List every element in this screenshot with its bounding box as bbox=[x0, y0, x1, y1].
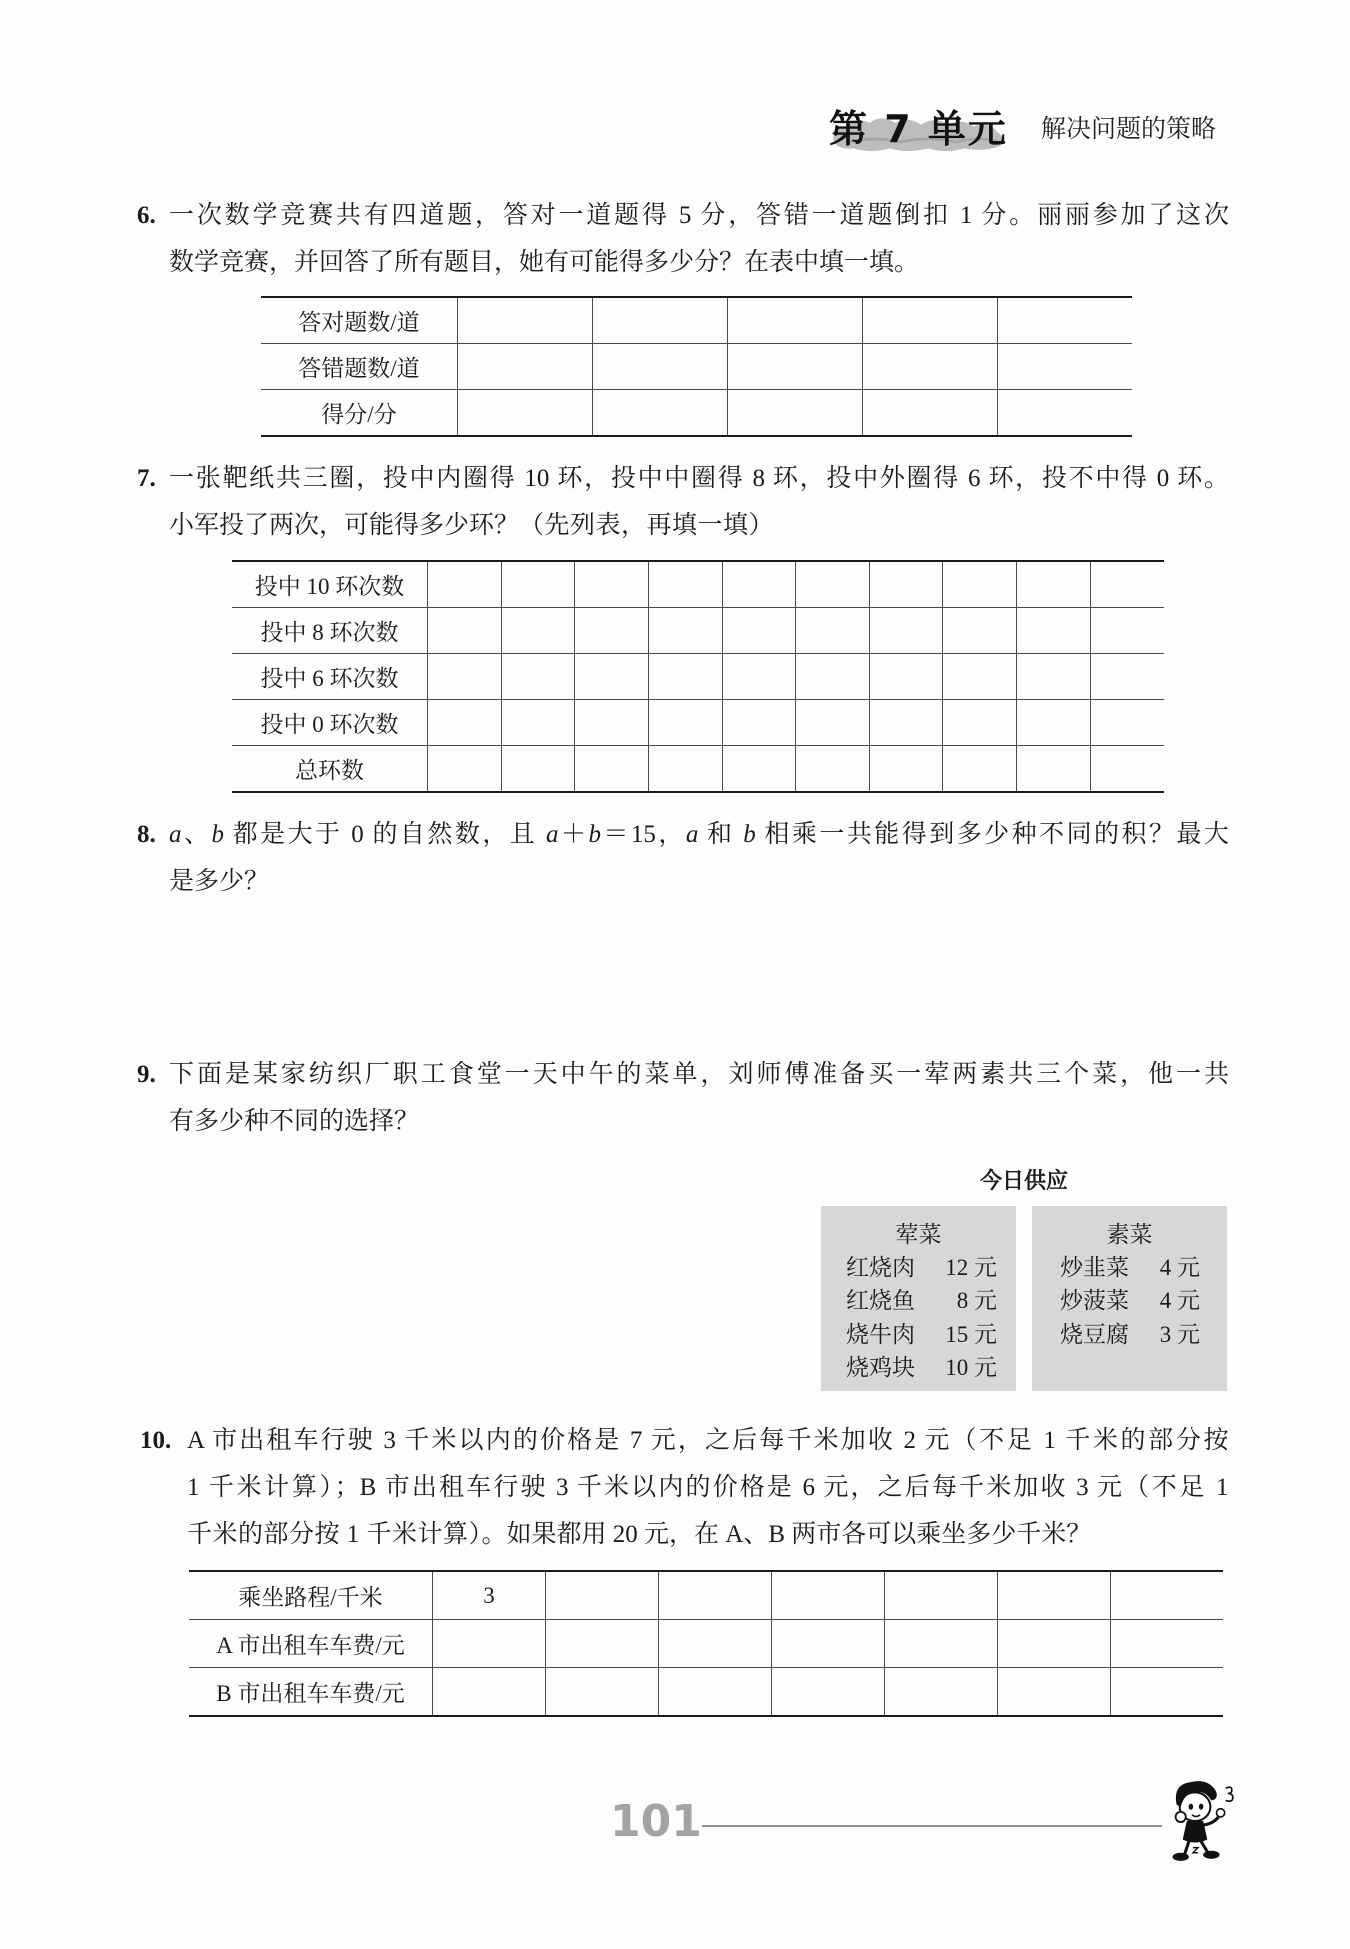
answer-cell bbox=[796, 654, 870, 700]
variable-b: b bbox=[588, 821, 601, 848]
answer-cell bbox=[1017, 746, 1091, 793]
menu-item bbox=[821, 1284, 1016, 1317]
dish-price: 12 元 bbox=[945, 1255, 997, 1280]
question-note: （先列表，再填一填） bbox=[519, 512, 775, 539]
row-label: 乘坐路程/千米 bbox=[238, 1585, 383, 1610]
answer-cell bbox=[796, 700, 870, 746]
answer-cell bbox=[648, 608, 722, 654]
answer-cell bbox=[884, 1668, 997, 1717]
variable-a: a bbox=[546, 821, 559, 848]
question-text-segment: 。如果都用 20 元，在 A、B 两市各可以乘坐多少千米？ bbox=[481, 1521, 1092, 1548]
menu-item bbox=[821, 1351, 1016, 1384]
table-row bbox=[189, 1668, 1223, 1717]
row-label: 答错题数/道 bbox=[261, 344, 458, 390]
dish-price: 10 元 bbox=[945, 1354, 997, 1380]
answer-cell bbox=[575, 746, 649, 793]
row-label: 投中 6 环次数 bbox=[232, 654, 428, 700]
answer-cell bbox=[862, 344, 997, 390]
menu-heading: 荤菜 bbox=[895, 1222, 942, 1247]
answer-cell bbox=[428, 608, 502, 654]
menu-item bbox=[1032, 1318, 1227, 1351]
answer-cell bbox=[433, 1668, 546, 1717]
answer-cell bbox=[545, 1668, 658, 1717]
answer-cell bbox=[943, 746, 1017, 793]
variable-a: a bbox=[685, 821, 699, 848]
answer-cell bbox=[1090, 654, 1164, 700]
answer-cell bbox=[592, 344, 727, 390]
answer-cell bbox=[458, 390, 593, 437]
question-note: （不足 1 bbox=[1124, 1474, 1229, 1501]
table-row bbox=[189, 1620, 1223, 1668]
question-note: （不足 1 千米的部分按 bbox=[951, 1427, 1229, 1454]
dish-name: 红烧肉 bbox=[846, 1255, 915, 1280]
answer-cell bbox=[796, 746, 870, 793]
table-row bbox=[261, 344, 1132, 390]
answer-cell bbox=[997, 344, 1132, 390]
unit-subtitle: 解决问题的策略 bbox=[1041, 114, 1217, 143]
dish-name: 烧豆腐 bbox=[1060, 1321, 1129, 1347]
row-label: 答对题数/道 bbox=[298, 310, 420, 335]
question-line: 数学竞赛，并回答了所有题目，她有可能得多少分？在表中填一填。 bbox=[169, 249, 920, 276]
row-label: B 市出租车车费/元 bbox=[189, 1668, 433, 1717]
row-label: A 市出租车车费/元 bbox=[189, 1620, 433, 1668]
answer-cell bbox=[545, 1571, 658, 1620]
table-row bbox=[189, 1571, 1223, 1620]
dish-price: 4 元 bbox=[1159, 1288, 1200, 1314]
question-number: 8. bbox=[137, 821, 156, 848]
question-text bbox=[169, 1051, 1229, 1145]
answer-cell bbox=[727, 344, 862, 390]
menu-item bbox=[821, 1251, 1016, 1284]
answer-cell bbox=[501, 608, 575, 654]
answer-cell bbox=[1110, 1668, 1223, 1717]
variable-a: a bbox=[169, 821, 182, 848]
menu-item bbox=[1032, 1284, 1227, 1317]
answer-cell bbox=[648, 654, 722, 700]
answer-cell bbox=[722, 746, 796, 793]
answer-cell bbox=[884, 1620, 997, 1668]
menu-meat-box bbox=[821, 1206, 1016, 1391]
answer-cell bbox=[1090, 561, 1164, 608]
dish-name: 红烧鱼 bbox=[846, 1288, 915, 1314]
answer-cell bbox=[771, 1668, 884, 1717]
answer-cell bbox=[722, 654, 796, 700]
question-text bbox=[169, 455, 1229, 549]
question-text-segment: 小军投了两次，可能得多少环？ bbox=[169, 512, 520, 539]
answer-cell bbox=[862, 297, 997, 344]
question-text bbox=[169, 192, 1229, 286]
answer-cell bbox=[722, 700, 796, 746]
table-row bbox=[232, 654, 1164, 700]
mascot-icon bbox=[1154, 1776, 1236, 1864]
answer-cell bbox=[658, 1620, 771, 1668]
answer-cell bbox=[1017, 654, 1091, 700]
menu-veg-box bbox=[1032, 1206, 1227, 1391]
answer-cell bbox=[592, 390, 727, 437]
answer-cell bbox=[796, 608, 870, 654]
answer-cell bbox=[943, 654, 1017, 700]
dish-name: 炒韭菜 bbox=[1060, 1255, 1129, 1280]
question-line bbox=[169, 811, 1229, 858]
question-note: 千米的部分按 1 千米计算） bbox=[187, 1521, 482, 1548]
answer-cell bbox=[796, 561, 870, 608]
answer-cell bbox=[575, 561, 649, 608]
question-note: 1 千米计算） bbox=[187, 1474, 335, 1501]
answer-cell bbox=[458, 344, 593, 390]
table-row bbox=[261, 390, 1132, 437]
dish-price: 15 元 bbox=[945, 1321, 997, 1347]
answer-cell bbox=[592, 297, 727, 344]
answer-cell bbox=[575, 700, 649, 746]
answer-cell bbox=[458, 297, 593, 344]
answer-cell bbox=[501, 654, 575, 700]
answer-cell bbox=[997, 1571, 1110, 1620]
answer-cell bbox=[1110, 1620, 1223, 1668]
row-label: 投中 8 环次数 bbox=[232, 608, 428, 654]
variable-b: b bbox=[211, 821, 224, 848]
variable-b: b bbox=[743, 821, 756, 848]
question-text-segment: 、 bbox=[181, 821, 212, 848]
answer-cell bbox=[869, 700, 943, 746]
answer-cell bbox=[1110, 1571, 1223, 1620]
answer-cell bbox=[771, 1620, 884, 1668]
question-text-segment: 和 bbox=[698, 821, 744, 848]
answer-cell bbox=[501, 700, 575, 746]
answer-cell bbox=[727, 390, 862, 437]
answer-cell bbox=[428, 700, 502, 746]
taxi-fare-table bbox=[189, 1570, 1223, 1717]
answer-cell bbox=[727, 297, 862, 344]
plus-sign: ＋ bbox=[558, 821, 589, 848]
menu-heading: 素菜 bbox=[1106, 1222, 1153, 1247]
answer-cell bbox=[1017, 561, 1091, 608]
answer-cell bbox=[943, 561, 1017, 608]
row-label: 投中 0 环次数 bbox=[232, 700, 428, 746]
answer-cell bbox=[997, 297, 1132, 344]
question-line: 一张靶纸共三圈，投中内圈得 10 环，投中中圈得 8 环，投中外圈得 6 环，投不中得 0 环。 bbox=[169, 465, 1229, 492]
answer-cell bbox=[722, 608, 796, 654]
question-line bbox=[187, 1511, 1229, 1558]
question-line: 一次数学竞赛共有四道题，答对一道题得 5 分，答错一道题倒扣 1 分。丽丽参加了这次 bbox=[169, 202, 1229, 229]
table-row bbox=[261, 297, 1132, 344]
question-text bbox=[169, 811, 1229, 905]
answer-cell bbox=[771, 1571, 884, 1620]
answer-cell bbox=[1090, 746, 1164, 793]
answer-cell bbox=[545, 1620, 658, 1668]
question-number: 7. bbox=[137, 465, 156, 492]
menu-item bbox=[1032, 1251, 1227, 1284]
answer-cell bbox=[433, 1620, 546, 1668]
answer-cell bbox=[648, 746, 722, 793]
footer-rule bbox=[702, 1825, 1162, 1827]
question-line bbox=[187, 1417, 1229, 1464]
question-text-segment: A 市出租车行驶 3 千米以内的价格是 7 元，之后每千米加收 2 元 bbox=[187, 1427, 952, 1454]
answer-cell bbox=[862, 390, 997, 437]
answer-cell bbox=[428, 746, 502, 793]
question-line: 有多少种不同的选择？ bbox=[169, 1108, 420, 1135]
question-text-segment: ；B 市出租车行驶 3 千米以内的价格是 6 元，之后每千米加收 3 元 bbox=[334, 1474, 1125, 1501]
menu-item bbox=[821, 1318, 1016, 1351]
menu-title: 今日供应 bbox=[979, 1169, 1068, 1194]
table-row bbox=[232, 700, 1164, 746]
answer-cell bbox=[648, 700, 722, 746]
question-number: 10. bbox=[140, 1427, 172, 1454]
answer-cell bbox=[1017, 700, 1091, 746]
answer-cell bbox=[575, 608, 649, 654]
answer-cell bbox=[722, 561, 796, 608]
answer-cell bbox=[997, 390, 1132, 437]
answer-cell bbox=[869, 746, 943, 793]
question-text-segment: 都是大于 0 的自然数，且 bbox=[223, 821, 546, 848]
answer-cell bbox=[869, 654, 943, 700]
row-label: 总环数 bbox=[232, 746, 428, 793]
dish-name: 烧鸡块 bbox=[846, 1354, 915, 1380]
question-line bbox=[169, 502, 1229, 549]
score-table bbox=[261, 296, 1132, 437]
answer-cell bbox=[869, 608, 943, 654]
answer-cell bbox=[428, 654, 502, 700]
answer-cell bbox=[884, 1571, 997, 1620]
answer-cell bbox=[428, 561, 502, 608]
dish-price: 4 元 bbox=[1159, 1255, 1200, 1280]
answer-cell bbox=[1090, 700, 1164, 746]
question-line: 是多少？ bbox=[169, 868, 270, 895]
question-text-segment: ＝15， bbox=[600, 821, 686, 848]
row-label: 得分/分 bbox=[261, 390, 458, 437]
answer-cell bbox=[658, 1668, 771, 1717]
question-line bbox=[187, 1464, 1229, 1511]
table-row bbox=[232, 608, 1164, 654]
table-row bbox=[232, 561, 1164, 608]
answer-cell bbox=[658, 1571, 771, 1620]
dish-price: 3 元 bbox=[1159, 1321, 1200, 1347]
answer-cell bbox=[997, 1620, 1110, 1668]
question-line: 下面是某家纺织厂职工食堂一天中午的菜单，刘师傅准备买一荤两素共三个菜，他一共 bbox=[169, 1061, 1229, 1088]
answer-cell bbox=[1017, 608, 1091, 654]
question-number: 9. bbox=[137, 1061, 156, 1088]
dish-name: 炒菠菜 bbox=[1060, 1288, 1129, 1314]
question-text bbox=[187, 1417, 1229, 1558]
table-row bbox=[232, 746, 1164, 793]
question-text-segment: 相乘一共能得到多少种不同的积？最大 bbox=[755, 821, 1229, 848]
dish-price: 8 元 bbox=[956, 1288, 997, 1314]
page-number: 101 bbox=[610, 1796, 702, 1847]
answer-cell bbox=[501, 746, 575, 793]
answer-cell bbox=[943, 608, 1017, 654]
answer-cell bbox=[997, 1668, 1110, 1717]
row-label: 投中 10 环次数 bbox=[254, 574, 405, 599]
answer-cell bbox=[943, 700, 1017, 746]
target-score-table bbox=[232, 560, 1164, 793]
answer-cell bbox=[869, 561, 943, 608]
answer-cell bbox=[648, 561, 722, 608]
unit-title: 第 7 单元 bbox=[829, 107, 1008, 151]
question-number: 6. bbox=[137, 202, 156, 229]
answer-cell: 3 bbox=[433, 1571, 546, 1620]
dish-name: 烧牛肉 bbox=[846, 1321, 915, 1347]
answer-cell bbox=[501, 561, 575, 608]
answer-cell bbox=[575, 654, 649, 700]
answer-cell bbox=[1090, 608, 1164, 654]
